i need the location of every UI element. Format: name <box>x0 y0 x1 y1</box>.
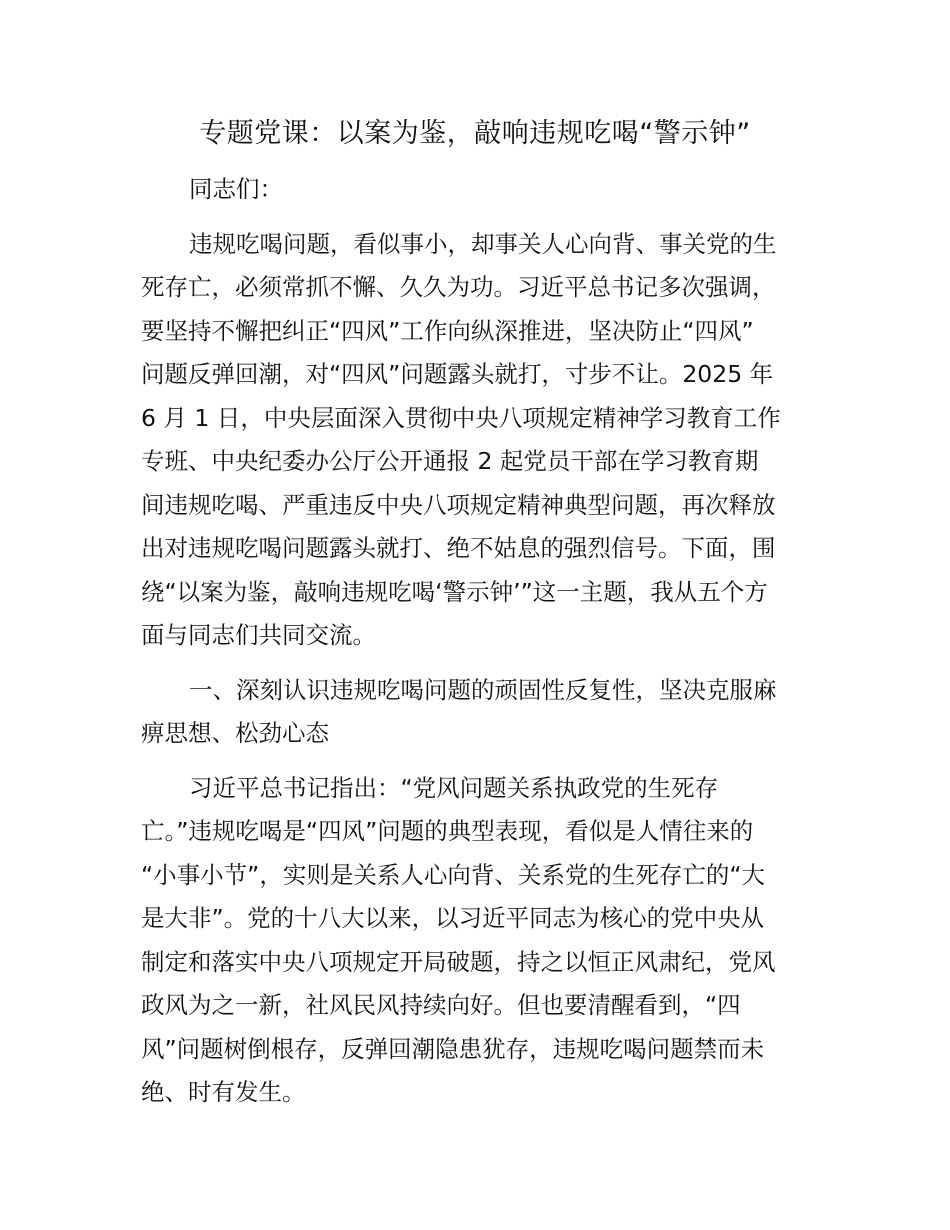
text-line: 风”问题树倒根存，反弹回潮隐患犹存，违规吃喝问题禁而未 <box>141 1034 765 1063</box>
text-line: 面与同志们共同交流。 <box>141 621 376 649</box>
salutation <box>141 168 821 212</box>
text-line: 是大非”。党的十八大以来，以习近平同志为核心的党中央从 <box>141 904 765 932</box>
text-line: 专班、中央纪委办公厅公开通报 2 起党员干部在学习教育期 <box>141 447 759 475</box>
text-line: 一、深刻认识违规吃喝问题的顽固性反复性，坚决克服麻 <box>189 675 777 704</box>
text-line: 要坚持不懈把纠正“四风”工作向纵深推进，坚决防止“四风” <box>141 316 754 345</box>
text-line: 间违规吃喝、严重违反中央八项规定精神典型问题，再次释放 <box>141 490 776 519</box>
text-line: 痹思想、松劲心态 <box>141 719 329 747</box>
text-line: 死存亡，必须常抓不懈、久久为功。习近平总书记多次强调， <box>141 273 776 301</box>
section-heading-1 <box>141 669 821 756</box>
paragraph-intro <box>141 223 821 658</box>
paragraph-section-1 <box>141 767 821 1115</box>
text-line: 绝、时有发生。 <box>141 1078 306 1106</box>
text-line: 亡。”违规吃喝是“四风”问题的典型表现，看似是人情往来的 <box>141 817 754 845</box>
document-body <box>141 168 821 1115</box>
text-line: 绕“以案为鉴，敲响违规吃喝‘警示钟’”这一主题，我从五个方 <box>141 577 768 606</box>
salutation-text: 同志们： <box>189 175 283 203</box>
text-line: “小事小节”，实则是关系人心向背、关系党的生死存亡的“大 <box>141 860 766 889</box>
text-line: 制定和落实中央八项规定开局破题，持之以恒正风肃纪，党风 <box>141 947 776 976</box>
text-line: 违规吃喝问题，看似事小，却事关人心向背、事关党的生 <box>189 229 777 258</box>
text-line: 问题反弹回潮，对“四风”问题露头就打，寸步不让。2025 年 <box>141 360 774 388</box>
text-line: 出对违规吃喝问题露头就打、绝不姑息的强烈信号。下面，围 <box>141 534 776 562</box>
text-line: 政风为之一新，社风民风持续向好。但也要清醒看到，“四 <box>141 991 741 1019</box>
text-line: 6 月 1 日，中央层面深入贯彻中央八项规定精神学习教育工作 <box>141 403 781 432</box>
document-title: 专题党课：以案为鉴，敲响违规吃喝“警示钟” <box>199 118 751 149</box>
text-line: 习近平总书记指出：“党风问题关系执政党的生死存 <box>189 773 719 802</box>
